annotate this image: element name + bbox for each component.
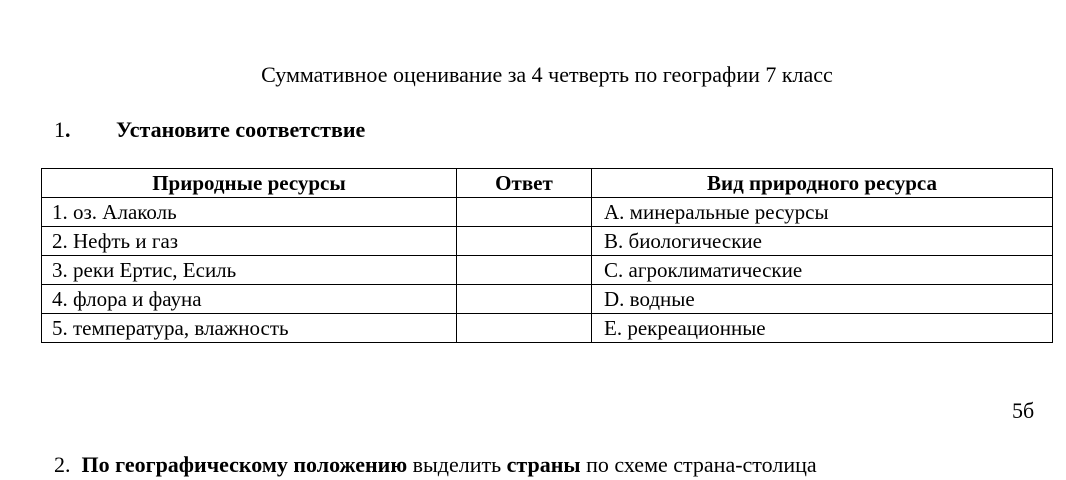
question-1-number: 1. [54,117,71,142]
question-2-text: выделить [407,452,507,477]
table-row [42,227,1053,256]
resource-type-cell: В. биологические [592,227,1053,256]
table-row [42,198,1053,227]
answer-cell[interactable] [457,227,592,256]
answer-cell[interactable] [457,314,592,343]
table-row [42,285,1053,314]
resource-cell: 5. температура, влажность [42,314,457,343]
resource-cell: 4. флора и фауна [42,285,457,314]
matching-table [41,168,1053,343]
answer-cell[interactable] [457,285,592,314]
header-natural-resources: Природные ресурсы [42,169,457,198]
resource-type-cell: А. минеральные ресурсы [592,198,1053,227]
page-title: Суммативное оценивание за 4 четверть по географии 7 класс [261,62,833,87]
table-row [42,256,1053,285]
table-header-row [42,169,1053,198]
resource-type-cell: С. агроклиматические [592,256,1053,285]
question-2-bold-word: страны [506,452,581,477]
question-2-text-end: по схеме страна-столица [580,452,817,477]
header-resource-type: Вид природного ресурса [592,169,1053,198]
question-1-title: Установите соответствие [116,117,366,142]
table-row [42,314,1053,343]
resource-cell: 1. оз. Алаколь [42,198,457,227]
answer-cell[interactable] [457,198,592,227]
resource-cell: 3. реки Ертис, Есиль [42,256,457,285]
question-1-heading [54,117,365,143]
header-answer: Ответ [457,169,592,198]
question-2-bold-phrase: По географическому положению [81,452,408,477]
resource-type-cell: E. рекреационные [592,314,1053,343]
question-2-number: 2. [54,452,71,477]
answer-cell[interactable] [457,256,592,285]
resource-type-cell: D. водные [592,285,1053,314]
score-label: 5б [1012,398,1035,423]
question-2-heading [54,452,817,478]
resource-cell: 2. Нефть и газ [42,227,457,256]
